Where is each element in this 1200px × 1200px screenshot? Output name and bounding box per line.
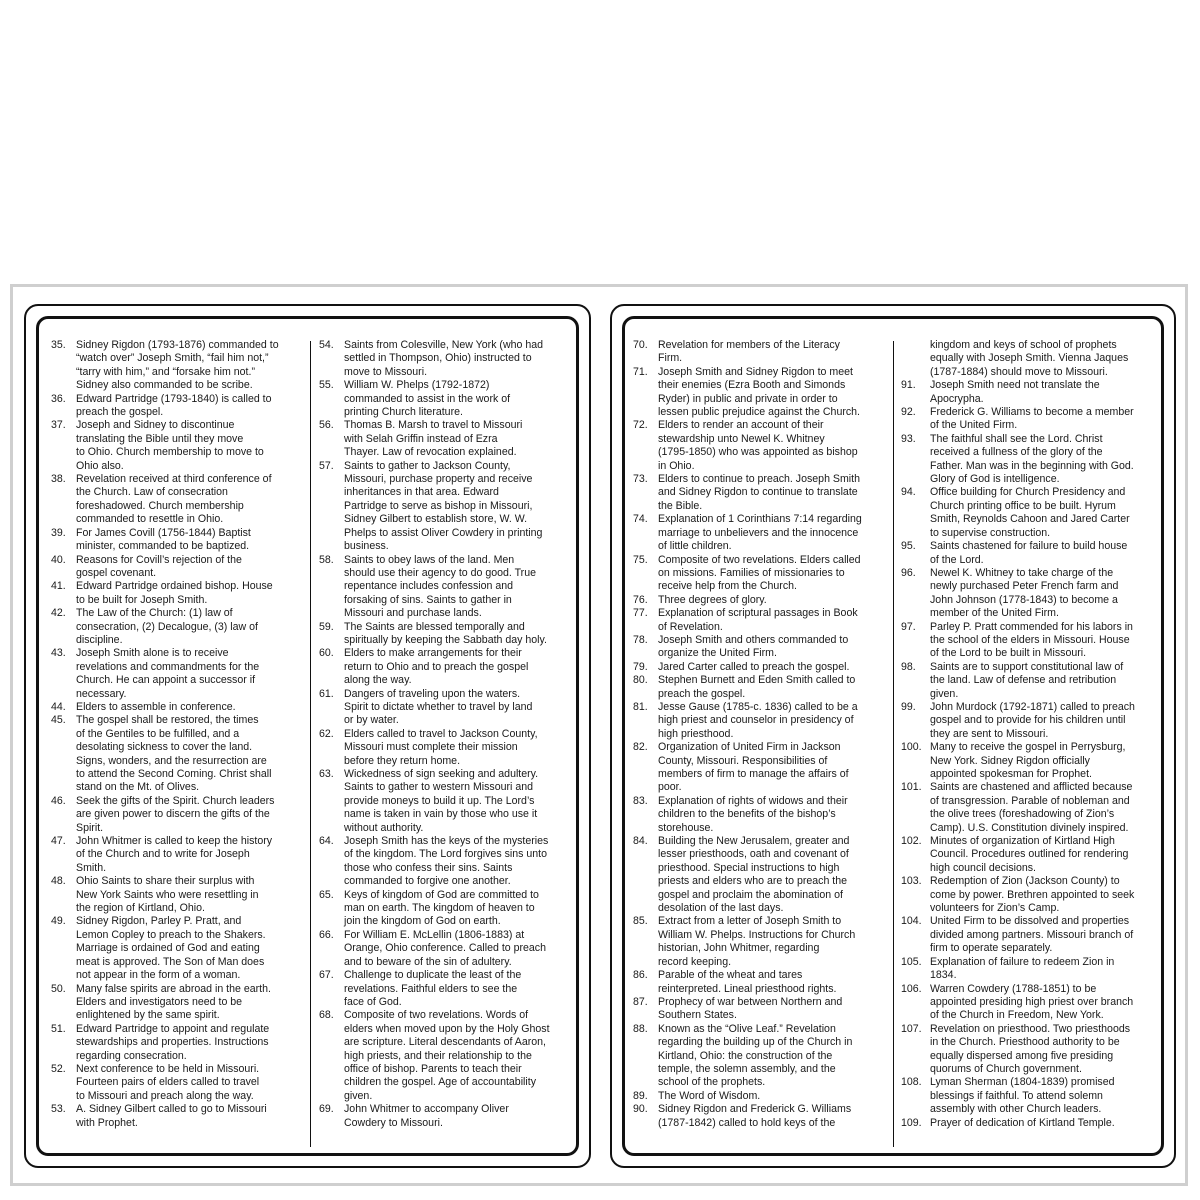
item-text: Saints to gather to Jackson County, Missouri, purchase property and receive inheritances in that area. Edward Partridge to serve as bishop in Missouri, Sidney Gilbert to establish store, W. W. Phelps to assist Oliver Cowdery in printing business. bbox=[344, 459, 543, 553]
list-item bbox=[49, 1023, 305, 1063]
list-item bbox=[899, 1023, 1161, 1077]
item-number: 54. bbox=[319, 339, 334, 351]
item-number: 78. bbox=[633, 633, 648, 646]
list-item bbox=[317, 768, 571, 835]
item-text: Joseph Smith need not translate the Apocrypha. bbox=[930, 379, 1100, 405]
item-number: 86. bbox=[633, 969, 648, 982]
item-number: 94. bbox=[901, 486, 916, 499]
list-item bbox=[631, 674, 887, 701]
item-number: 104. bbox=[901, 915, 922, 928]
item-text: Jared Carter called to preach the gospel. bbox=[658, 660, 850, 673]
list-item bbox=[631, 915, 887, 969]
item-number: 76. bbox=[633, 593, 648, 606]
item-text: Wickedness of sign seeking and adultery. Saints to gather to western Missouri and provide moneys to build it up. The Lord’s name is taken in vain by those who use it without authority. bbox=[344, 768, 539, 834]
item-text: Edward Partridge to appoint and regulate stewardships and properties. Instructions regarding consecration. bbox=[76, 1022, 270, 1062]
item-text: John Murdock (1792-1871) called to preach gospel and to provide for his children until they are sent to Missouri. bbox=[930, 700, 1135, 740]
item-text: Extract from a letter of Joseph Smith to William W. Phelps. Instructions for Church historian, John Whitmer, regarding record keeping. bbox=[658, 915, 856, 968]
left-page bbox=[24, 304, 591, 1168]
list-item bbox=[49, 393, 305, 420]
list-item bbox=[49, 419, 305, 473]
item-number: 40. bbox=[51, 553, 66, 566]
list-item bbox=[899, 661, 1161, 701]
list-item bbox=[899, 567, 1161, 621]
item-text: Parley P. Pratt commended for his labors in the school of the elders in Missouri. House of the Lord to be built in Missouri. bbox=[930, 620, 1133, 660]
list-item bbox=[899, 983, 1161, 1023]
right-page-frame bbox=[622, 316, 1164, 1156]
list-item bbox=[317, 379, 571, 419]
list-item bbox=[899, 433, 1161, 487]
item-text: Elders to make arrangements for their return to Ohio and to preach the gospel along the way. bbox=[344, 647, 529, 687]
item-text: Elders to render an account of their stewardship unto Newel K. Whitney (1795-1850) who was appointed as bishop in Ohio. bbox=[658, 419, 858, 472]
list-item bbox=[899, 540, 1161, 567]
item-number: 85. bbox=[633, 915, 648, 928]
item-text: Organization of United Firm in Jackson County, Missouri. Responsibilities of members of firm to manage the affairs of poor. bbox=[658, 741, 849, 794]
list-item bbox=[899, 781, 1161, 835]
item-text: Elders called to travel to Jackson County, Missouri must complete their mission before they return home. bbox=[344, 727, 538, 767]
item-text: The Word of Wisdom. bbox=[658, 1089, 761, 1102]
list-item bbox=[631, 594, 887, 607]
item-text: Lyman Sherman (1804-1839) promised blessings if faithful. To attend solemn assembly with other Church leaders. bbox=[930, 1076, 1115, 1116]
right-page-column-1 bbox=[631, 339, 887, 1130]
list-item bbox=[631, 366, 887, 420]
item-text: Thomas B. Marsh to travel to Missouri with Selah Griffin instead of Ezra Thayer. Law of revocation explained. bbox=[344, 419, 523, 459]
item-number: 77. bbox=[633, 607, 648, 620]
item-text: Composite of two revelations. Words of elders when moved upon by the Holy Ghost are scripture. Literal descendants of Aaron, high priests, and their relationship to the office of bishop. Parents to teach their children the gospel. Age of accountability given. bbox=[344, 1009, 550, 1102]
list-item bbox=[899, 701, 1161, 741]
item-text: Explanation of failure to redeem Zion in 1834. bbox=[930, 955, 1115, 982]
item-number: 69. bbox=[319, 1103, 334, 1116]
list-item bbox=[899, 915, 1161, 955]
list-item bbox=[49, 339, 305, 393]
item-text: Prophecy of war between Northern and Southern States. bbox=[658, 995, 843, 1022]
item-number: 42. bbox=[51, 607, 66, 620]
item-number: 106. bbox=[901, 982, 922, 995]
list-item bbox=[317, 688, 571, 728]
item-number: 60. bbox=[319, 647, 334, 660]
item-text: The faithful shall see the Lord. Christ received a fullness of the glory of the Father. Man was in the beginning with God. Glory of God is intelligence. bbox=[930, 432, 1134, 486]
left-page-column-2 bbox=[317, 339, 571, 1130]
list-item bbox=[899, 1076, 1161, 1116]
item-text: Many to receive the gospel in Perrysburg, New York. Sidney Rigdon officially appointed spokesman for Prophet. bbox=[930, 741, 1126, 780]
item-number: 87. bbox=[633, 995, 648, 1008]
list-item bbox=[317, 621, 571, 648]
list-item bbox=[899, 956, 1161, 983]
item-text: Explanation of 1 Corinthians 7:14 regarding marriage to unbelievers and the innocence of little children. bbox=[658, 513, 862, 553]
item-text: Prayer of dedication of Kirtland Temple. bbox=[930, 1116, 1115, 1129]
item-number: 71. bbox=[633, 365, 648, 378]
item-text: Saints are chastened and afflicted because of transgression. Parable of nobleman and the olive trees (foreshadowing of Zion’s Camp). U.S. Constitution divinely inspired. bbox=[930, 781, 1133, 834]
item-number: 65. bbox=[319, 888, 334, 901]
list-item bbox=[899, 1117, 1161, 1130]
list-item bbox=[49, 701, 305, 714]
item-text: Elders to assemble in conference. bbox=[76, 700, 236, 713]
item-text: Challenge to duplicate the least of the revelations. Faithful elders to see the face of God. bbox=[344, 969, 522, 1008]
item-number: 43. bbox=[51, 647, 66, 660]
item-number: 48. bbox=[51, 875, 66, 888]
item-text: Sidney Rigdon, Parley P. Pratt, and Lemon Copley to preach to the Shakers. Marriage is ordained of God and eating meat is approved. The Son of Man does not appear in the form of a woman. bbox=[76, 915, 266, 982]
list-item bbox=[631, 835, 887, 915]
item-number: 56. bbox=[319, 419, 334, 432]
item-text: Revelation received at third conference of the Church. Law of consecration foreshadowed. Church membership commanded to resettle in Ohio. bbox=[76, 473, 272, 526]
list-item bbox=[631, 513, 887, 553]
item-text: Edward Partridge (1793-1840) is called to preach the gospel. bbox=[76, 392, 272, 419]
list-item bbox=[899, 406, 1161, 433]
item-text: Office building for Church Presidency and Church printing office to be built. Hyrum Smith, Reynolds Cahoon and Jared Carter to supervise construction. bbox=[930, 486, 1130, 539]
item-text: Jesse Gause (1785-c. 1836) called to be a high priest and counselor in presidency of high priesthood. bbox=[658, 700, 858, 740]
item-number: 51. bbox=[51, 1022, 66, 1035]
item-text: Elders to continue to preach. Joseph Smith and Sidney Rigdon to continue to translate the Bible. bbox=[658, 473, 860, 512]
list-item bbox=[631, 661, 887, 674]
list-item bbox=[317, 1009, 571, 1103]
item-text: Sidney Rigdon and Frederick G. Williams (1787-1842) called to hold keys of the bbox=[658, 1103, 852, 1129]
item-text: Newel K. Whitney to take charge of the newly purchased Peter French farm and John Johnson (1778-1843) to become a member of the United Firm. bbox=[930, 566, 1119, 620]
item-number: 93. bbox=[901, 432, 916, 445]
item-number: 100. bbox=[901, 741, 922, 754]
item-text: Joseph Smith alone is to receive revelations and commandments for the Church. He can appoint a successor if necessary. bbox=[76, 647, 260, 700]
list-item bbox=[899, 486, 1161, 540]
item-number: 57. bbox=[319, 459, 334, 472]
item-text: Seek the gifts of the Spirit. Church leaders are given power to discern the gifts of the Spirit. bbox=[76, 794, 275, 834]
list-item bbox=[631, 969, 887, 996]
list-item bbox=[631, 1090, 887, 1103]
item-number: 88. bbox=[633, 1022, 648, 1035]
list-item bbox=[49, 1063, 305, 1103]
item-number: 80. bbox=[633, 674, 648, 687]
item-number bbox=[899, 339, 930, 379]
list-item bbox=[49, 795, 305, 835]
list-item bbox=[631, 607, 887, 634]
item-text: The gospel shall be restored, the times of the Gentiles to be fulfilled, and a desolating sickness to cover the land. Signs, wonders, and the resurrection are to attend the Second Coming. Christ shall stand on the Mt. of Olives. bbox=[76, 714, 272, 794]
item-text: Saints from Colesville, New York (who had settled in Thompson, Ohio) instructed to move to Missouri. bbox=[344, 339, 544, 378]
item-text: Next conference to be held in Missouri. Fourteen pairs of elders called to travel to Missouri and preach along the way. bbox=[76, 1062, 260, 1102]
item-number: 70. bbox=[633, 339, 648, 351]
item-number: 74. bbox=[633, 513, 648, 526]
list-item bbox=[317, 929, 571, 969]
list-item bbox=[49, 527, 305, 554]
list-item bbox=[317, 460, 571, 554]
item-number: 105. bbox=[901, 955, 922, 968]
item-number: 50. bbox=[51, 982, 66, 995]
item-text: Stephen Burnett and Eden Smith called to preach the gospel. bbox=[658, 674, 856, 700]
item-text: Explanation of scriptural passages in Book of Revelation. bbox=[658, 607, 858, 633]
item-number: 83. bbox=[633, 794, 648, 807]
item-text: Joseph and Sidney to discontinue translating the Bible until they move to Ohio. Church membership to move to Ohio also. bbox=[76, 419, 264, 472]
item-text: Explanation of rights of widows and their children to the benefits of the bishop’s storehouse. bbox=[658, 794, 848, 834]
item-text: Joseph Smith has the keys of the mysteries of the kingdom. The Lord forgives sins unto those who confess their sins. Saints commanded to forgive one another. bbox=[344, 835, 549, 888]
item-text: kingdom and keys of school of prophets equally with Joseph Smith. Vienna Jaques (1787-1884) should move to Missouri. bbox=[930, 339, 1129, 378]
list-item bbox=[631, 1103, 887, 1130]
list-item bbox=[49, 875, 305, 915]
list-item bbox=[899, 621, 1161, 661]
item-number: 79. bbox=[633, 660, 648, 673]
item-number: 99. bbox=[901, 700, 916, 713]
item-text: Three degrees of glory. bbox=[658, 593, 767, 606]
column-divider bbox=[893, 341, 894, 1147]
item-number: 84. bbox=[633, 835, 648, 848]
item-text: John Whitmer to accompany Oliver Cowdery to Missouri. bbox=[344, 1103, 509, 1129]
item-text: Known as the “Olive Leaf.” Revelation regarding the building up of the Church in Kirtland, Ohio: the construction of the temple, the solemn assembly, and the school of the prophets. bbox=[658, 1022, 853, 1089]
item-text: Warren Cowdery (1788-1851) to be appointed presiding high priest over branch of the Church in Freedom, New York. bbox=[930, 982, 1134, 1022]
item-number: 108. bbox=[901, 1076, 922, 1089]
item-number: 90. bbox=[633, 1103, 648, 1116]
item-number: 73. bbox=[633, 473, 648, 486]
list-item bbox=[631, 741, 887, 795]
item-number: 63. bbox=[319, 768, 334, 780]
item-text: For James Covill (1756-1844) Baptist minister, commanded to be baptized. bbox=[76, 526, 251, 553]
item-number: 72. bbox=[633, 419, 648, 432]
item-text: Joseph Smith and Sidney Rigdon to meet their enemies (Ezra Booth and Simonds Ryder) in public and private in order to lessen public prejudice against the Church. bbox=[658, 365, 860, 419]
item-number: 37. bbox=[51, 419, 66, 432]
list-item bbox=[317, 969, 571, 1009]
list-item bbox=[899, 835, 1161, 875]
item-number: 89. bbox=[633, 1089, 648, 1102]
item-number: 92. bbox=[901, 406, 916, 419]
list-item bbox=[317, 728, 571, 768]
item-number: 109. bbox=[901, 1116, 922, 1129]
list-item bbox=[317, 339, 571, 379]
list-item bbox=[49, 554, 305, 581]
item-text: Joseph Smith and others commanded to organize the United Firm. bbox=[658, 633, 849, 660]
item-text: William W. Phelps (1792-1872) commanded to assist in the work of printing Church literature. bbox=[344, 379, 511, 419]
list-item bbox=[317, 554, 571, 621]
item-number: 36. bbox=[51, 392, 66, 405]
list-item bbox=[317, 647, 571, 687]
item-number: 38. bbox=[51, 473, 66, 486]
item-number: 52. bbox=[51, 1062, 66, 1075]
item-number: 103. bbox=[901, 875, 922, 888]
list-item bbox=[317, 835, 571, 889]
item-number: 49. bbox=[51, 915, 66, 928]
item-number: 95. bbox=[901, 540, 916, 553]
list-item bbox=[631, 701, 887, 741]
list-item bbox=[631, 339, 887, 366]
list-item bbox=[49, 983, 305, 1023]
list-item bbox=[899, 379, 1161, 406]
item-text: The Law of the Church: (1) law of consecration, (2) Decalogue, (3) law of discipline. bbox=[76, 607, 258, 646]
item-text: Building the New Jerusalem, greater and lesser priesthoods, oath and covenant of priesthood. Special instructions to high priests and elders who are to preach the gospel and proclaim the abomination of desolation of the last days. bbox=[658, 835, 850, 915]
item-number: 47. bbox=[51, 835, 66, 848]
right-page bbox=[610, 304, 1176, 1168]
list-item bbox=[317, 1103, 571, 1130]
item-text: John Whitmer is called to keep the history of the Church and to write for Joseph Smith. bbox=[76, 835, 273, 874]
item-number: 96. bbox=[901, 566, 916, 579]
item-text: United Firm to be dissolved and properties divided among partners. Missouri branch of firm to operate separately. bbox=[930, 915, 1134, 955]
list-item bbox=[631, 795, 887, 835]
list-item bbox=[49, 915, 305, 982]
list-item bbox=[49, 647, 305, 701]
item-number: 67. bbox=[319, 969, 334, 982]
item-text: Sidney Rigdon (1793-1876) commanded to “watch over” Joseph Smith, “fail him not,” “tarry with him,” and “forsake him not.” Sidney also commanded to be scribe. bbox=[76, 339, 279, 392]
item-number: 98. bbox=[901, 660, 916, 673]
list-item bbox=[49, 835, 305, 875]
list-item bbox=[317, 889, 571, 929]
right-page-column-2 bbox=[899, 339, 1161, 1130]
item-text: Saints to obey laws of the land. Men should use their agency to do good. True repentance includes confession and forsaking of sins. Saints to gather in Missouri and purchase lands. bbox=[344, 553, 536, 620]
item-text: Ohio Saints to share their surplus with New York Saints who were resettling in the region of Kirtland, Ohio. bbox=[76, 875, 259, 915]
item-number: 53. bbox=[51, 1103, 66, 1116]
item-number: 101. bbox=[901, 781, 922, 794]
item-text: Edward Partridge ordained bishop. House to be built for Joseph Smith. bbox=[76, 580, 273, 606]
list-item bbox=[899, 741, 1161, 781]
list-item bbox=[49, 607, 305, 647]
column-divider bbox=[310, 341, 311, 1147]
list-item bbox=[631, 1023, 887, 1090]
item-number: 82. bbox=[633, 741, 648, 754]
item-text: Parable of the wheat and tares reinterpreted. Lineal priesthood rights. bbox=[658, 969, 837, 995]
list-item bbox=[631, 473, 887, 513]
item-text: Revelation on priesthood. Two priesthoods in the Church. Priesthood authority to be equally dispersed among five presiding quorums of Church government. bbox=[930, 1022, 1131, 1075]
list-item bbox=[899, 875, 1161, 915]
item-number: 61. bbox=[319, 687, 334, 700]
item-number: 64. bbox=[319, 835, 334, 848]
item-number: 107. bbox=[901, 1022, 922, 1035]
list-item bbox=[631, 554, 887, 594]
item-number: 75. bbox=[633, 553, 648, 566]
list-item bbox=[49, 714, 305, 794]
item-text: Revelation for members of the Literacy Firm. bbox=[658, 339, 840, 365]
list-item bbox=[631, 996, 887, 1023]
item-text: Redemption of Zion (Jackson County) to come by power. Brethren appointed to seek volunteers for Zion’s Camp. bbox=[930, 875, 1135, 915]
list-item bbox=[49, 580, 305, 607]
item-text: Composite of two revelations. Elders called on missions. Families of missionaries to receive help from the Church. bbox=[658, 553, 861, 593]
item-text: A. Sidney Gilbert called to go to Missouri with Prophet. bbox=[76, 1103, 267, 1129]
item-text: Saints are to support constitutional law of the land. Law of defense and retribution given. bbox=[930, 660, 1124, 700]
item-number: 62. bbox=[319, 727, 334, 740]
item-number: 102. bbox=[901, 835, 922, 848]
left-page-column-1 bbox=[49, 339, 305, 1130]
item-number: 35. bbox=[51, 339, 66, 351]
item-number: 81. bbox=[633, 700, 648, 713]
item-text: Frederick G. Williams to become a member of the United Firm. bbox=[930, 406, 1134, 432]
item-number: 91. bbox=[901, 379, 916, 392]
list-item bbox=[49, 473, 305, 527]
item-text: Keys of kingdom of God are committed to man on earth. The kingdom of heaven to join the kingdom of God on earth. bbox=[344, 888, 539, 928]
item-text: Minutes of organization of Kirtland High Council. Procedures outlined for rendering high council decisions. bbox=[930, 835, 1129, 874]
item-text: Dangers of traveling upon the waters. Spirit to dictate whether to travel by land or by water. bbox=[344, 687, 533, 727]
item-number: 46. bbox=[51, 794, 66, 807]
item-text: The Saints are blessed temporally and spiritually by keeping the Sabbath day holy. bbox=[344, 620, 547, 646]
list-item bbox=[317, 419, 571, 459]
list-item bbox=[899, 339, 1161, 379]
item-number: 97. bbox=[901, 620, 916, 633]
list-item bbox=[631, 634, 887, 661]
item-number: 44. bbox=[51, 700, 66, 713]
list-item bbox=[49, 1103, 305, 1130]
item-number: 59. bbox=[319, 620, 334, 633]
item-text: For William E. McLellin (1806-1883) at Orange, Ohio conference. Called to preach and to beware of the sin of adultery. bbox=[344, 928, 546, 968]
item-text: Saints chastened for failure to build house of the Lord. bbox=[930, 540, 1128, 566]
item-number: 41. bbox=[51, 580, 66, 593]
item-number: 55. bbox=[319, 379, 334, 392]
item-text: Many false spirits are abroad in the earth. Elders and investigators need to be enlightened by the same spirit. bbox=[76, 982, 271, 1022]
item-number: 45. bbox=[51, 714, 66, 727]
item-number: 68. bbox=[319, 1009, 334, 1022]
list-item bbox=[631, 419, 887, 473]
item-text: Reasons for Covill’s rejection of the gospel covenant. bbox=[76, 553, 242, 579]
item-number: 39. bbox=[51, 526, 66, 539]
left-page-frame bbox=[36, 316, 579, 1156]
item-number: 58. bbox=[319, 553, 334, 566]
item-number: 66. bbox=[319, 928, 334, 941]
